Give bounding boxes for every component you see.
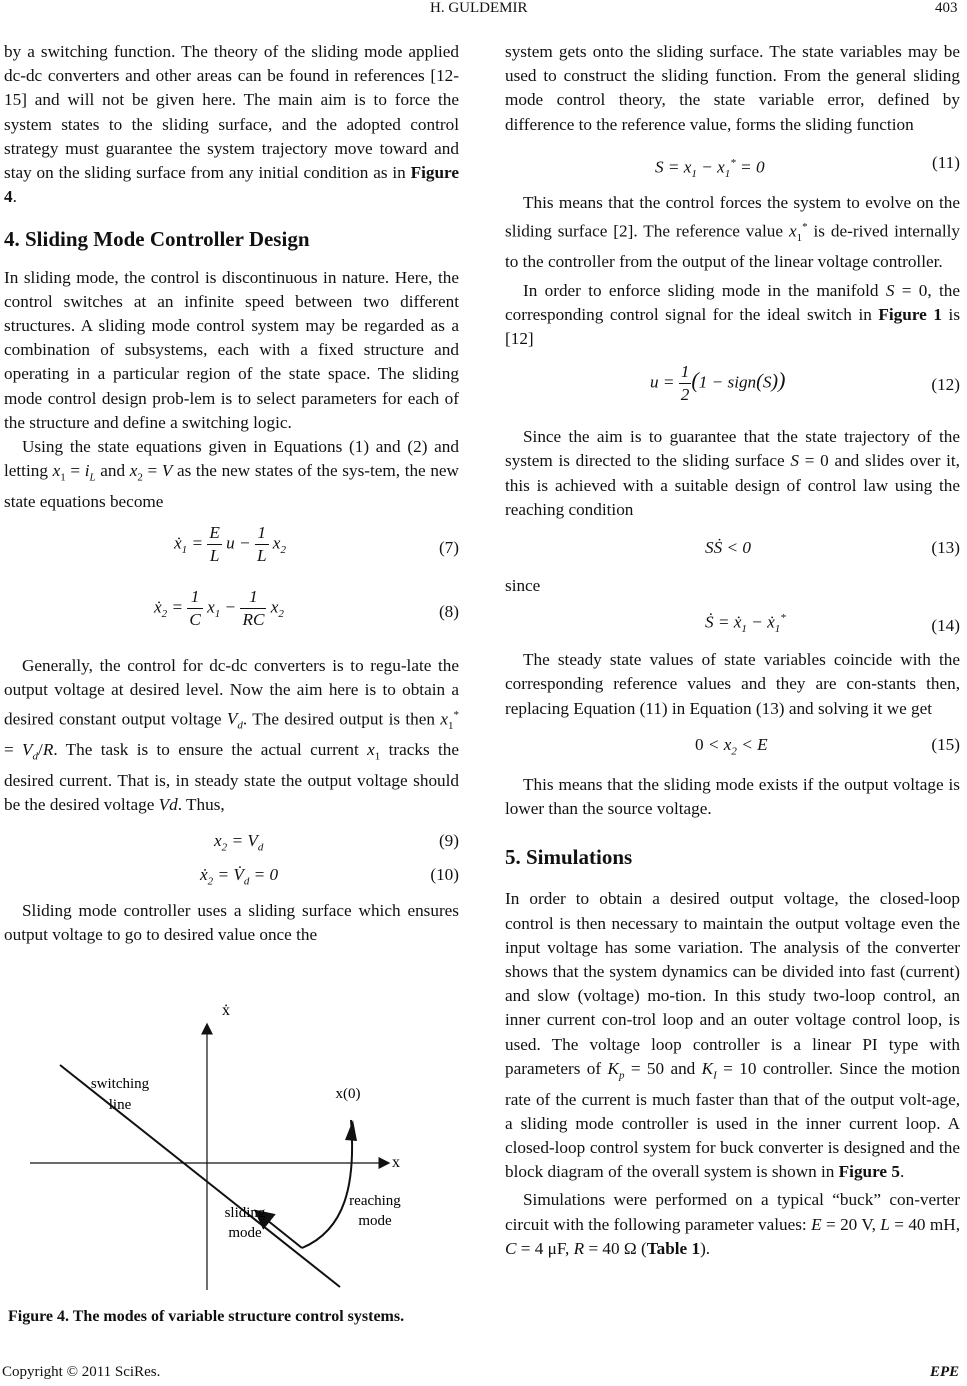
equation-9: $x_2 = V_d$ (9) bbox=[214, 830, 459, 854]
section-heading: 4. Sliding Mode Controller Design bbox=[4, 227, 310, 252]
paragraph: Generally, the control for dc-dc converters is to regu-late the output voltage at desired level. Now the aim here is to obtain a desired constant output voltage $V_d$. The desired output is then $x_1^* = V_d/R$. The task is to ensure the actual current $x_1$ tracks the desired current. That is, in steady state the output voltage should be the desired voltage Vd. Thus, bbox=[4, 656, 459, 814]
sliding-mode-label: mode bbox=[228, 1225, 262, 1241]
footer-copyright: Copyright © 2011 SciRes. bbox=[2, 1364, 161, 1380]
figure-4-diagram bbox=[20, 995, 450, 1295]
equation-10: $ẋ_2$ = $V̇_d = 0$ (10) bbox=[200, 864, 459, 888]
equation-11: $S = x_1 - x_1^* = 0$ (11) bbox=[655, 152, 960, 180]
paragraph: This means that the control forces the system to evolve on the sliding surface [2]. The reference value $x_1^*$ is de-rived internally to the controller from the output of the linear voltage controller. bbox=[505, 192, 960, 272]
sliding-mode-label: sliding bbox=[224, 1205, 266, 1221]
paragraph: Using the state equations given in Equations (1) and (2) and letting $x_1 = i_L$ and $x_2 = V$ as the new states of the sys-tem, the new state equations become bbox=[4, 437, 459, 511]
right-column bbox=[505, 40, 960, 1261]
table-ref[interactable]: Table 1 bbox=[646, 1238, 701, 1258]
equation-12: u = $\frac{1}{2}$ (1 − sign(S)) (12) bbox=[650, 362, 960, 405]
switching-line bbox=[60, 1065, 340, 1287]
equation-14: Ṡ = $ẋ_1$ − $ẋ_1^*$ (14) bbox=[705, 612, 960, 636]
equation-8: $ẋ_2$ = $\frac{1}{C}$ $x_1$ − $\frac{1}{RC}$ $x_2$ (8) bbox=[154, 587, 459, 630]
paragraph: The steady state values of state variables coincide with the corresponding reference values and they are con-stants then, replacing Equation (11) in Equation (13) and solving it we get bbox=[505, 650, 960, 718]
paragraph: In order to enforce sliding mode in the manifold S = 0, the corresponding control signal for the ideal switch in Figure 1 is [12] bbox=[505, 280, 961, 348]
x-axis-label: x bbox=[392, 1154, 400, 1171]
reaching-mode-label: reaching bbox=[349, 1193, 401, 1209]
footer-journal: EPE bbox=[930, 1364, 960, 1380]
paragraph: Sliding mode controller uses a sliding surface which ensures output voltage to go to desired value once the bbox=[4, 900, 459, 945]
reaching-mode-label: mode bbox=[358, 1213, 392, 1229]
initial-state-label: x(0) bbox=[335, 1086, 361, 1102]
running-head-author: H. GULDEMIR bbox=[430, 0, 528, 16]
paragraph: In order to obtain a desired output voltage, the closed-loop control is then necessary to maintain the output voltage even the input voltage has some variation. The analysis of the converter shows that the system dynamics can be divided into fast (current) and slow (voltage) mo-tion. In this study two-loop control, an inner current con-trol loop and an outer voltage control loop, is used. The voltage loop controller is a linear PI type with parameters of $K_p = 50$ and $K_I = 10$ controller. Since the motion rate of the current is much faster than that of the output volt-age, a sliding mode controller is used in the inner current loop. A closed-loop control system for buck converter is designed and the block diagram of the overall system is shown in Figure 5. bbox=[505, 889, 960, 1182]
equation-7: $ẋ_1$ = $\frac{E}{L}$ u − $\frac{1}{L}$ $x_2$ (7) bbox=[174, 523, 459, 566]
xdot-axis-label: ẋ bbox=[222, 1002, 230, 1019]
paragraph: In sliding mode, the control is discontinuous in nature. Here, the control switches at an infinite speed between two different structures. A sliding mode control system may be regarded as a combination of subsystems, each with a fixed structure and operating in a particular region of the state space. The sliding mode control design prob-lem is to select parameters for each of the structure and define a switching logic. bbox=[4, 267, 459, 432]
switching-line-label: line bbox=[108, 1097, 132, 1113]
equation-15: $0 < x_2 < E$ (15) bbox=[695, 734, 960, 758]
section-heading: 5. Simulations bbox=[505, 845, 633, 870]
figure-ref[interactable]: Figure 4 bbox=[4, 163, 459, 207]
paragraph: system gets onto the sliding surface. The state variables may be used to construct the sliding function. From the general sliding mode control theory, the state variable error, defined by difference to the reference value, forms the sliding function bbox=[505, 42, 960, 134]
left-column bbox=[4, 40, 459, 947]
switching-line-label: switching bbox=[90, 1076, 150, 1092]
reaching-trajectory bbox=[302, 1120, 352, 1248]
equation-13: SṠ < 0 (13) bbox=[705, 538, 960, 558]
paragraph: since bbox=[505, 576, 541, 596]
figure-ref[interactable]: Figure 1 bbox=[878, 304, 942, 324]
paragraph: Since the aim is to guarantee that the state trajectory of the system is directed to the sliding surface S = 0 and slides over it, this is achieved with a suitable design of control law using the reaching condition bbox=[505, 427, 960, 519]
paragraph: This means that the sliding mode exists if the output voltage is lower than the source voltage. bbox=[505, 774, 960, 819]
paragraph: by a switching function. The theory of the sliding mode applied dc-dc converters and other areas can be found in references [12-15] and will not be given here. The main aim is to force the system states to the sliding surface, and the adopted control strategy must guarantee the system trajectory move toward and stay on the sliding surface from any initial condition as in Figure 4. bbox=[4, 42, 459, 207]
figure-caption: Figure 4. The modes of variable structure control systems. bbox=[8, 1308, 405, 1325]
figure-ref[interactable]: Figure 5 bbox=[838, 1162, 900, 1182]
page-number: 403 bbox=[935, 0, 958, 16]
paragraph: Simulations were performed on a typical “buck” con-verter circuit with the following parameter values: E = 20 V, L = 40 mH, C = 4 μF, R = 40 Ω (Table 1). bbox=[505, 1190, 960, 1258]
